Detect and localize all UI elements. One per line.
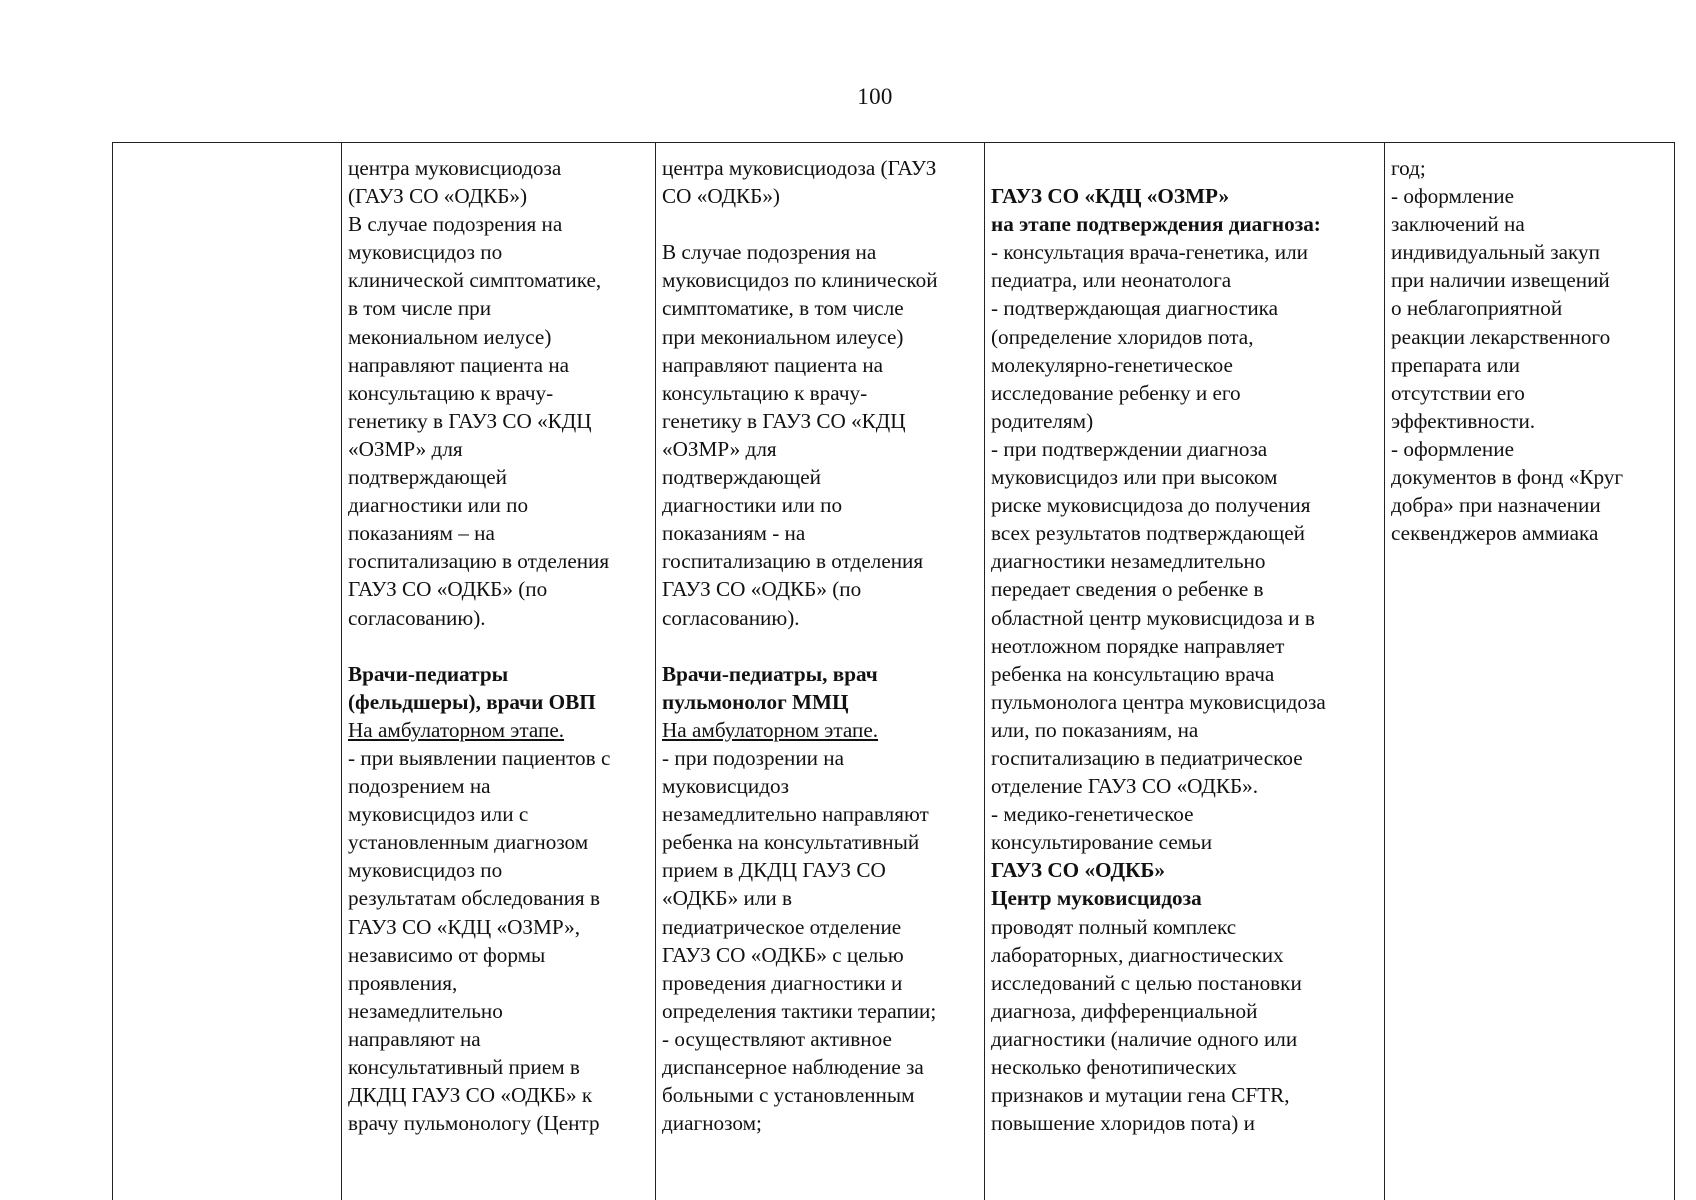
- cell-line: [348, 632, 610, 660]
- cell-line: независимо от формы: [348, 942, 546, 967]
- cell-line: направляют на: [348, 1026, 481, 1051]
- table-cell-col4: [991, 154, 1326, 1137]
- cell-line: родителям): [991, 408, 1094, 433]
- cell-line: направляют пациента на: [662, 352, 884, 377]
- cell-line: центра муковисциодоза (ГАУЗ: [662, 156, 937, 180]
- cell-line: лабораторных, диагностических: [991, 942, 1284, 967]
- cell-line: о неблагоприятной: [1391, 296, 1563, 321]
- cell-line: передает сведения о ребенке в: [991, 577, 1264, 602]
- cell-line: проявления,: [348, 970, 458, 995]
- cell-line: показаниям - на: [662, 521, 806, 546]
- cell-line: - оформление: [1391, 436, 1515, 461]
- cell-line: врачу пульмонологу (Центр: [348, 1111, 600, 1136]
- cell-line: [662, 632, 938, 660]
- cell-line: - при подтверждении диагноза: [991, 436, 1268, 461]
- section-heading: Врачи-педиатры, врач: [662, 661, 878, 686]
- cell-line: согласованию).: [662, 605, 800, 630]
- cell-line: неотложном порядке направляет: [991, 633, 1285, 658]
- cell-line: муковисцидоз по: [348, 858, 503, 883]
- cell-line: генетику в ГАУЗ СО «КДЦ: [348, 408, 592, 433]
- cell-line: диагнозом;: [662, 1111, 762, 1136]
- cell-line: или, по показаниям, на: [991, 717, 1199, 742]
- cell-line: показаниям – на: [348, 521, 495, 546]
- page-number: 100: [857, 84, 893, 109]
- cell-line: «ОЗМР» для: [662, 436, 777, 461]
- cell-line: госпитализацию в отделения: [662, 549, 924, 574]
- cell-line: подозрением на: [348, 774, 491, 799]
- section-heading: пульмонолог ММЦ: [662, 689, 849, 714]
- cell-line: диспансерное наблюдение за: [662, 1055, 924, 1079]
- cell-line: диагностики (наличие одного или: [991, 1026, 1298, 1051]
- cell-line: диагностики незамедлительно: [991, 549, 1266, 574]
- cell-line: при мекониальном илеусе): [662, 324, 904, 349]
- cell-line: симптоматике, в том числе: [662, 296, 904, 321]
- cell-line: - осуществляют активное: [662, 1026, 892, 1051]
- cell-line: в том числе при: [348, 296, 492, 321]
- cell-line: при наличии извещений: [1391, 268, 1610, 293]
- cell-line: СО «ОДКБ»): [662, 184, 780, 209]
- cell-line: «ОДКБ» или в: [662, 886, 793, 911]
- cell-line: эффективности.: [1391, 408, 1536, 433]
- cell-line: (ГАУЗ СО «ОДКБ»): [348, 184, 528, 209]
- column-divider-4: [1384, 142, 1385, 1200]
- cell-line: ГАУЗ СО «ОДКБ» (по: [662, 577, 862, 602]
- cell-line: диагностики или по: [662, 493, 843, 518]
- cell-line: добра» при назначении: [1391, 493, 1601, 518]
- cell-line: больными с установленным: [662, 1083, 915, 1108]
- cell-line: госпитализацию в педиатрическое: [991, 745, 1303, 770]
- cell-line: документов в фонд «Круг: [1391, 465, 1624, 490]
- section-heading: (фельдшеры), врачи ОВП: [348, 689, 596, 714]
- cell-line: В случае подозрения на: [662, 240, 877, 265]
- table-cell-col5: [1391, 154, 1623, 547]
- cell-line: секвенджеров аммиака: [1391, 521, 1599, 546]
- cell-line: незамедлительно направляют: [662, 802, 929, 827]
- table-border-left: [112, 142, 113, 1200]
- cell-line: согласованию).: [348, 605, 486, 630]
- cell-line: молекулярно-генетическое: [991, 352, 1233, 377]
- cell-line: заключений на: [1391, 212, 1525, 237]
- cell-line: подтверждающей: [348, 465, 507, 490]
- cell-line: диагностики или по: [348, 493, 529, 518]
- cell-line: несколько фенотипических: [991, 1055, 1237, 1079]
- cell-line: исследований с целью постановки: [991, 970, 1302, 995]
- cell-line: «ОЗМР» для: [348, 436, 463, 461]
- cell-line: незамедлительно: [348, 998, 503, 1023]
- cell-line: муковисцидоз по клинической: [662, 268, 938, 293]
- cell-line: признаков и мутации гена CFTR,: [991, 1083, 1290, 1108]
- cell-line: - медико-генетическое: [991, 802, 1194, 827]
- cell-line: консультативный прием в: [348, 1055, 580, 1079]
- cell-line: год;: [1391, 156, 1426, 180]
- cell-line: педиатрическое отделение: [662, 914, 902, 939]
- cell-line: ГАУЗ СО «ОДКБ» с целью: [662, 942, 904, 967]
- cell-line: клинической симптоматике,: [348, 268, 602, 293]
- section-heading: Центр муковисцидоза: [991, 886, 1202, 911]
- section-heading: ГАУЗ СО «ОДКБ»: [991, 858, 1165, 883]
- cell-line: мекониальном иелусе): [348, 324, 552, 349]
- cell-line: индивидуальный закуп: [1391, 240, 1600, 265]
- cell-line: результатам обследования в: [348, 886, 600, 911]
- cell-line: ребенка на консультативный: [662, 830, 920, 855]
- cell-line: муковисцидоз: [662, 774, 789, 799]
- cell-line: - оформление: [1391, 184, 1515, 209]
- cell-line: препарата или: [1391, 352, 1520, 377]
- cell-line: областной центр муковисцидоза и в: [991, 605, 1315, 630]
- cell-line: диагноза, дифференциальной: [991, 998, 1258, 1023]
- table-border-right: [1674, 142, 1675, 1200]
- cell-line: исследование ребенку и его: [991, 380, 1241, 405]
- cell-line: установленным диагнозом: [348, 830, 589, 855]
- column-divider-1: [341, 142, 342, 1200]
- cell-line: риске муковисцидоза до получения: [991, 493, 1311, 518]
- column-divider-3: [984, 142, 985, 1200]
- cell-line: ГАУЗ СО «ОДКБ» (по: [348, 577, 548, 602]
- cell-line: генетику в ГАУЗ СО «КДЦ: [662, 408, 906, 433]
- cell-line: прием в ДКДЦ ГАУЗ СО: [662, 858, 886, 883]
- cell-line: [991, 154, 1326, 182]
- cell-line: педиатра, или неонатолога: [991, 268, 1232, 293]
- section-heading: ГАУЗ СО «КДЦ «ОЗМР»: [991, 184, 1230, 209]
- cell-line: пульмонолога центра муковисцидоза: [991, 689, 1326, 714]
- cell-line: центра муковисциодоза: [348, 156, 562, 180]
- cell-line: муковисцидоз или с: [348, 802, 529, 827]
- cell-line: - подтверждающая диагностика: [991, 296, 1279, 321]
- cell-line: госпитализацию в отделения: [348, 549, 610, 574]
- cell-line: муковисцидоз по: [348, 240, 503, 265]
- table-cell-col3: [662, 154, 938, 1137]
- cell-line: [662, 210, 938, 238]
- cell-line: консультацию к врачу-: [348, 380, 554, 405]
- stage-subheading: На амбулаторном этапе.: [348, 717, 565, 742]
- cell-line: В случае подозрения на: [348, 212, 563, 237]
- cell-line: муковисцидоз или при высоком: [991, 465, 1278, 490]
- section-heading: Врачи-педиатры: [348, 661, 509, 686]
- cell-line: (определение хлоридов пота,: [991, 324, 1254, 349]
- table-top-border: [112, 142, 1675, 143]
- cell-line: ДКДЦ ГАУЗ СО «ОДКБ» к: [348, 1083, 593, 1108]
- cell-line: - при подозрении на: [662, 745, 845, 770]
- table-cell-col2: [348, 154, 610, 1137]
- section-heading: на этапе подтверждения диагноза:: [991, 212, 1321, 237]
- cell-line: отсутствии его: [1391, 380, 1525, 405]
- cell-line: всех результатов подтверждающей: [991, 521, 1306, 546]
- cell-line: реакции лекарственного: [1391, 324, 1611, 349]
- cell-line: определения тактики терапии;: [662, 998, 937, 1023]
- cell-line: проведения диагностики и: [662, 970, 903, 995]
- column-divider-2: [655, 142, 656, 1200]
- cell-line: повышение хлоридов пота) и: [991, 1111, 1255, 1136]
- cell-line: консультацию к врачу-: [662, 380, 868, 405]
- cell-line: - консультация врача-генетика, или: [991, 240, 1309, 265]
- cell-line: ребенка на консультацию врача: [991, 661, 1275, 686]
- cell-line: ГАУЗ СО «КДЦ «ОЗМР»,: [348, 914, 581, 939]
- table: [112, 142, 1675, 1200]
- cell-line: подтверждающей: [662, 465, 821, 490]
- cell-line: направляют пациента на: [348, 352, 570, 377]
- cell-line: отделение ГАУЗ СО «ОДКБ».: [991, 774, 1259, 799]
- cell-line: консультирование семьи: [991, 830, 1213, 855]
- cell-line: проводят полный комплекс: [991, 914, 1237, 939]
- cell-line: - при выявлении пациентов с: [348, 745, 611, 770]
- stage-subheading: На амбулаторном этапе.: [662, 717, 879, 742]
